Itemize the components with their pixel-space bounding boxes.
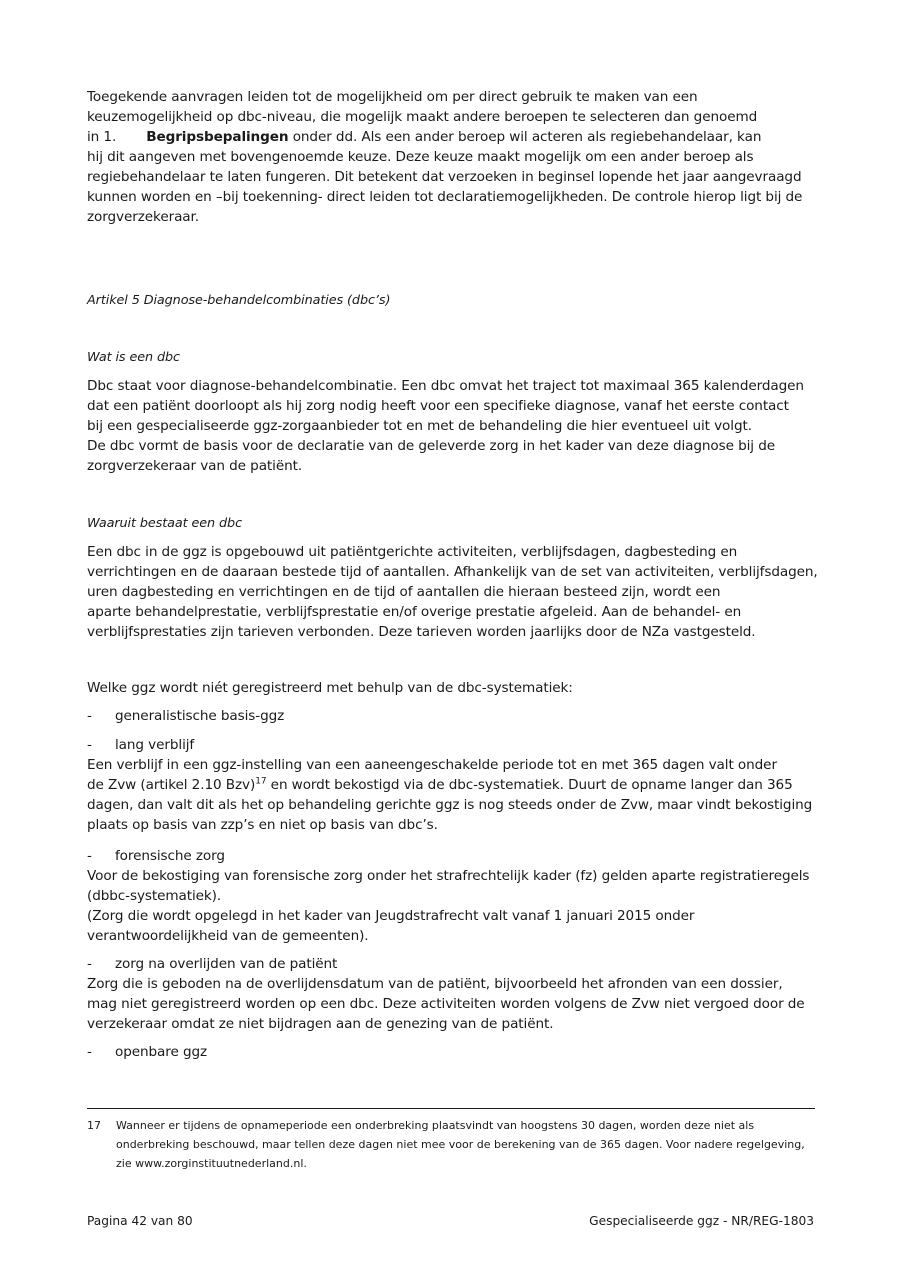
which-intro: Welke ggz wordt niét geregistreerd met behulp van de dbc-systematiek: xyxy=(87,680,573,696)
text-line: Zorg die is geboden na de overlijdensdatum van de patiënt, bijvoorbeeld het afronden van een dossier, xyxy=(87,976,783,992)
page-number: Pagina 42 van 80 xyxy=(87,1214,193,1228)
text-line xyxy=(87,775,817,795)
text-line: zorgverzekeraar van de patiënt. xyxy=(87,458,303,474)
text-line: onderbreking beschouwd, maar tellen deze dagen niet mee voor de berekening van de 365 dagen. Voor nadere regelgeving, xyxy=(116,1138,805,1151)
document-reference: Gespecialiseerde ggz - NR/REG-1803 xyxy=(589,1214,814,1228)
text-line: Wanneer er tijdens de opnameperiode een onderbreking plaatsvindt van hoogstens 30 dagen, worden deze niet als xyxy=(116,1119,755,1132)
list-item xyxy=(87,846,817,946)
list-item-label: forensische zorg xyxy=(115,848,225,864)
bold-reference: Begripsbepalingen xyxy=(146,129,289,145)
text-line: Dbc staat voor diagnose-behandelcombinatie. Een dbc omvat het traject tot maximaal 365 kalenderdagen xyxy=(87,378,804,394)
text-line: dagen, dan valt dit als het op behandeling gerichte ggz is nog steeds onder de Zvw, maar vindt bekostiging xyxy=(87,797,813,813)
list-item xyxy=(87,1042,817,1062)
text-line: (Zorg die wordt opgelegd in het kader van Jeugdstrafrecht valt vanaf 1 januari 2015 onder xyxy=(87,908,695,924)
footnote-divider xyxy=(87,1108,815,1109)
text-line: uren dagbesteding en verrichtingen en de tijd of aantallen die hieraan besteed zijn, wordt een xyxy=(87,584,721,600)
text-line: keuzemogelijkheid op dbc-niveau, die mogelijk maakt andere beroepen te selecteren dan genoemd xyxy=(87,109,758,125)
section-heading-what: Wat is een dbc xyxy=(87,350,180,365)
text-span: de Zvw (artikel 2.10 Bzv) xyxy=(87,777,256,793)
text-line: zorgverzekeraar. xyxy=(87,209,199,225)
text-line: Toegekende aanvragen leiden tot de mogelijkheid om per direct gebruik te maken van een xyxy=(87,89,698,105)
intro-paragraph xyxy=(87,87,817,227)
section-heading-consists: Waaruit bestaat een dbc xyxy=(87,516,243,531)
list-item xyxy=(87,954,817,1034)
text-line: aparte behandelprestatie, verblijfsprestatie en/of overige prestatie afgeleid. Aan de behandel- en xyxy=(87,604,742,620)
article-heading: Artikel 5 Diagnose-behandelcombinaties (dbc’s) xyxy=(87,293,391,308)
section-number: in 1. xyxy=(87,129,117,145)
list-item xyxy=(87,735,817,835)
text-line: zie www.zorginstituutnederland.nl. xyxy=(116,1157,307,1170)
list-item-label: openbare ggz xyxy=(115,1044,208,1060)
text-line: dat een patiënt doorloopt als hij zorg nodig heeft voor een specifieke diagnose, vanaf het eerste contact xyxy=(87,398,789,414)
text-line: Voor de bekostiging van forensische zorg onder het strafrechtelijk kader (fz) gelden aparte registratieregels xyxy=(87,868,810,884)
footnote-number: 17 xyxy=(87,1119,101,1132)
consists-paragraph xyxy=(87,542,817,642)
text-line: bij een gespecialiseerde ggz-zorgaanbieder tot en met de behandeling die hier eventueel uit volgt. xyxy=(87,418,752,434)
list-item-label: lang verblijf xyxy=(115,737,195,753)
footnote-reference: 17 xyxy=(255,776,267,787)
text-line: plaats op basis van zzp’s en niet op basis van dbc’s. xyxy=(87,817,438,833)
text-span: onder dd. Als een ander beroep wil acteren als regiebehandelaar, kan xyxy=(288,129,762,145)
list-item-label: generalistische basis-ggz xyxy=(115,708,285,724)
text-line: Een dbc in de ggz is opgebouwd uit patiëntgerichte activiteiten, verblijfsdagen, dagbesteding en xyxy=(87,544,738,560)
dash-bullet: - xyxy=(87,848,92,864)
list-item-label: zorg na overlijden van de patiënt xyxy=(115,956,338,972)
text-span: en wordt bekostigd via de dbc-systematiek. Duurt de opname langer dan 365 xyxy=(266,777,793,793)
text-line: mag niet geregistreerd worden op een dbc. Deze activiteiten worden volgens de Zvw niet vergoed door de xyxy=(87,996,805,1012)
text-line: regiebehandelaar te laten fungeren. Dit betekent dat verzoeken in beginsel lopende het jaar aangevraagd xyxy=(87,169,802,185)
dash-bullet: - xyxy=(87,737,92,753)
dash-bullet: - xyxy=(87,956,92,972)
text-line: hij dit aangeven met bovengenoemde keuze. Deze keuze maakt mogelijk om een ander beroep als xyxy=(87,149,754,165)
what-paragraph xyxy=(87,376,817,476)
text-line: kunnen worden en –bij toekenning- direct leiden tot declaratiemogelijkheden. De controle hierop ligt bij de xyxy=(87,189,803,205)
text-line: verblijfsprestaties zijn tarieven verbonden. Deze tarieven worden jaarlijks door de NZa vastgesteld. xyxy=(87,624,756,640)
dash-bullet: - xyxy=(87,708,92,724)
text-line: verrichtingen en de daaraan bestede tijd of aantallen. Afhankelijk van de set van activiteiten, verblijfsdagen, xyxy=(87,564,818,580)
text-line: (dbbc-systematiek). xyxy=(87,888,222,904)
list-item xyxy=(87,706,817,726)
dash-bullet: - xyxy=(87,1044,92,1060)
text-line: verzekeraar omdat ze niet bijdragen aan de genezing van de patiënt. xyxy=(87,1016,554,1032)
text-line xyxy=(87,127,817,147)
footnote-text xyxy=(116,1116,805,1173)
text-line: verantwoordelijkheid van de gemeenten). xyxy=(87,928,369,944)
text-line: De dbc vormt de basis voor de declaratie van de geleverde zorg in het kader van deze diagnose bij de xyxy=(87,438,776,454)
text-line: Een verblijf in een ggz-instelling van een aaneengeschakelde periode tot en met 365 dagen valt onder xyxy=(87,757,777,773)
